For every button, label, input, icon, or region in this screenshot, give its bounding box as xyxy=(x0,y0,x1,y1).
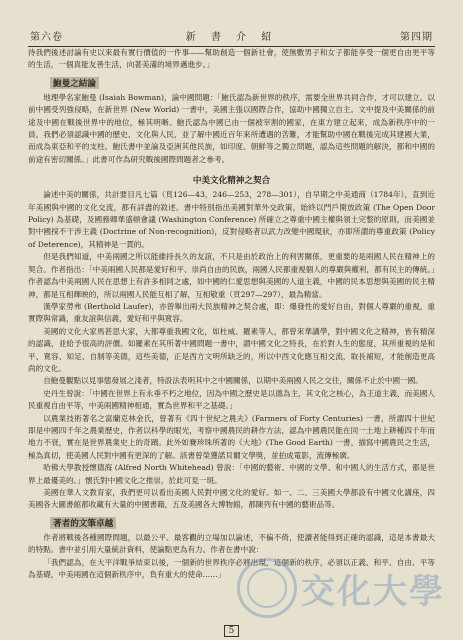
section-title-bowman: 鮑曼之結論 xyxy=(28,77,435,89)
paragraph: 美國在華人文教育家，我們更可以看出美國人民對中國文化的愛好。如一、二、三美國大學都設有中國文化講座，四美國各大圖書館都收藏有大量的中國書籍，五及美國各大博物館，都陳列有中國的藝術品等。 xyxy=(28,488,435,510)
paragraph: 史丹生曾說：「中國在世界上有永垂不朽之地位，因為中國之歷史是以德為主，其文化之核心，為王道主義，而美國人民重視自由平等，中美兩國精神相通，實為世界和平之基礎。」 xyxy=(28,388,435,411)
page-header xyxy=(28,6,435,47)
paragraph: 自鮑曼觀點以見事態發展之淺者，特設法表明其中之中國關係，以期中美兩國人民之交往，關係不止於中國一國。 xyxy=(43,376,423,386)
section-title-culture: 中美文化精神之契合 xyxy=(192,176,271,187)
paragraph: 哈佛大學教授懷德海 (Alfred North Whitehead) 曾說：「中國的藝術、中國的文學、和中國人的生活方式，都是世界上最優美的。」懷氏對中國文化之推崇，於此可見一斑。 xyxy=(28,463,435,485)
column-title: 新 書 介 紹 xyxy=(185,32,278,43)
paragraph: 漢學家勞弗 (Berthold Laufer)，亦曾舉出兩大民族精神之契合處，即：爆發性的愛好自由，對個人尊嚴的重視，重實際與常識，重友誼與信義，愛好和平與寬容。 xyxy=(28,301,435,324)
section-title-style: 著者的文筆卓越 xyxy=(28,517,435,529)
paragraph: 以農業技術著名之富蘭克林金氏，曾著有《四十世紀之農夫》(Farmers of Forty Centuries) 一書，所謂四十世紀即是中國四千年之農業歷史，作者以科學的眼光，考察中國農民的耕作方法，認為中國農民能在同一土地上耕種四千年而地力不衰，實在是世界農業史上的奇蹟。此外如賽珍珠所著的《大地》(The Good Earth) 一書，描寫中國農民之生活，極為真切，使美國人民對中國有更深的了解。該書曾榮獲諾貝爾文學獎，並拍成電影，流傳極廣。 xyxy=(28,413,435,460)
watermark-text: 交化大學 xyxy=(301,571,445,612)
paragraph: 作者將戰後各種國際問題，以最公平、最客觀的立場加以論述，不偏不倚，使讀者能得到正確的認識，這是本書最大的特點。書中並引用大量統計資料，使論點更為有力。作者在書中說： xyxy=(28,532,435,555)
seal-icon xyxy=(237,558,297,618)
paragraph: 「我們認為，在大平洋戰爭結束以後，一個新的世界秩序必將出現，這個新的秩序，必須以正義、和平、自由、平等為基礎，中美兩國在這個新秩序中，負有重大的使命……」 xyxy=(28,557,435,580)
intro-paragraph: 待我們後述討論有史以來最有實行價值的一件事——幫助創造一個新社會，使無數男子和女子都能享受一個更自由更平等的生活，一個真能友善生活，向著美滿的境界邁進步。」 xyxy=(28,48,435,70)
page-number: 5 xyxy=(0,626,463,636)
paragraph: 美國的文化大家馬甚思大家，大都尊重我國文化，如杜威、羅素等人，都曾來華講學，對中國文化之精神，皆有精深的認識，並給予很高的評價。如羅素在其所著中國問題一書中，謂中國文化之特長，在於對人生的態度，其所重視的是和平、寬容、知足、自制等美德，這些美德，正是西方文明所缺乏的，所以中西文化應互相交流，取長補短，才能創造更高尚的文化。 xyxy=(28,326,435,373)
issue-label: 第四期 xyxy=(399,32,433,43)
paragraph: 論述中美的關係，共計要目凡七篇（頁126—43，246—253，278—301），自早期之中美通商（1784年），直到近年美國與中國的文化交流，都有詳盡的敘述。書中特別指出美國對華外交政策，始終以門戶開放政策 (The Open Door Policy) 為基礎，及國務卿華盛頓會議 (Washington Conference) 所確立之尊重中國主權與領土完整的原則，而美國並對中國採不干涉主義 (Doctrine of Non-recognition)，反對侵略者以武力改變中國現狀，亦即所謂的尊重政策 (Policy of Deterence)，其精神是一貫的。 xyxy=(28,190,435,249)
paragraph: 地理學名家鮑曼 (Isaiah Bowman)，論中國問題：「鮑氏認為新世界的秩序，需要全世界共同合作，才可以建立。以前中國受列強侵略，在新世界 (New World) 一書中，美國主張以國際合作，協助中國獨立自主。文中提及中美關係的前途及中國在戰後世界中的地位，極其明晰。鮑氏認為中國已由一個被宰割的國家，在東方建立起來，成為新秩序中的一員。我們必須認識中國的歷史、文化與人民，並了解中國近百年來所遭遇的苦難，才能幫助中國在戰後完成其建國大業，而成為東亞和平的支柱。鮑氏書中並論及亞洲其他民族，如印度、朝鮮等之獨立問題，認為這些問題的解決，都和中國的前途有密切關係。」此書可作為研究戰後國際問題者之參考。 xyxy=(28,92,435,164)
volume-label: 第六卷 xyxy=(30,32,63,43)
university-watermark xyxy=(237,558,445,618)
paragraph: 但是我們知道，中美兩國之所以能維持長久的友誼，不只是由於政治上的利害關係，更重要的是兩國人民在精神上的契合。作者指出：「中美兩國人民都是愛好和平、崇尚自由的民族，兩國人民都重視個人的尊嚴與權利，都有民主的傳統。」作者認為中美兩國人民在思想上有許多相同之處，如中國的仁愛思想與美國的人道主義，中國的民本思想與美國的民主精神，都是互相輝映的，所以兩國人民能互相了解，互相敬重（頁297—297），最為精當。 xyxy=(28,252,435,299)
